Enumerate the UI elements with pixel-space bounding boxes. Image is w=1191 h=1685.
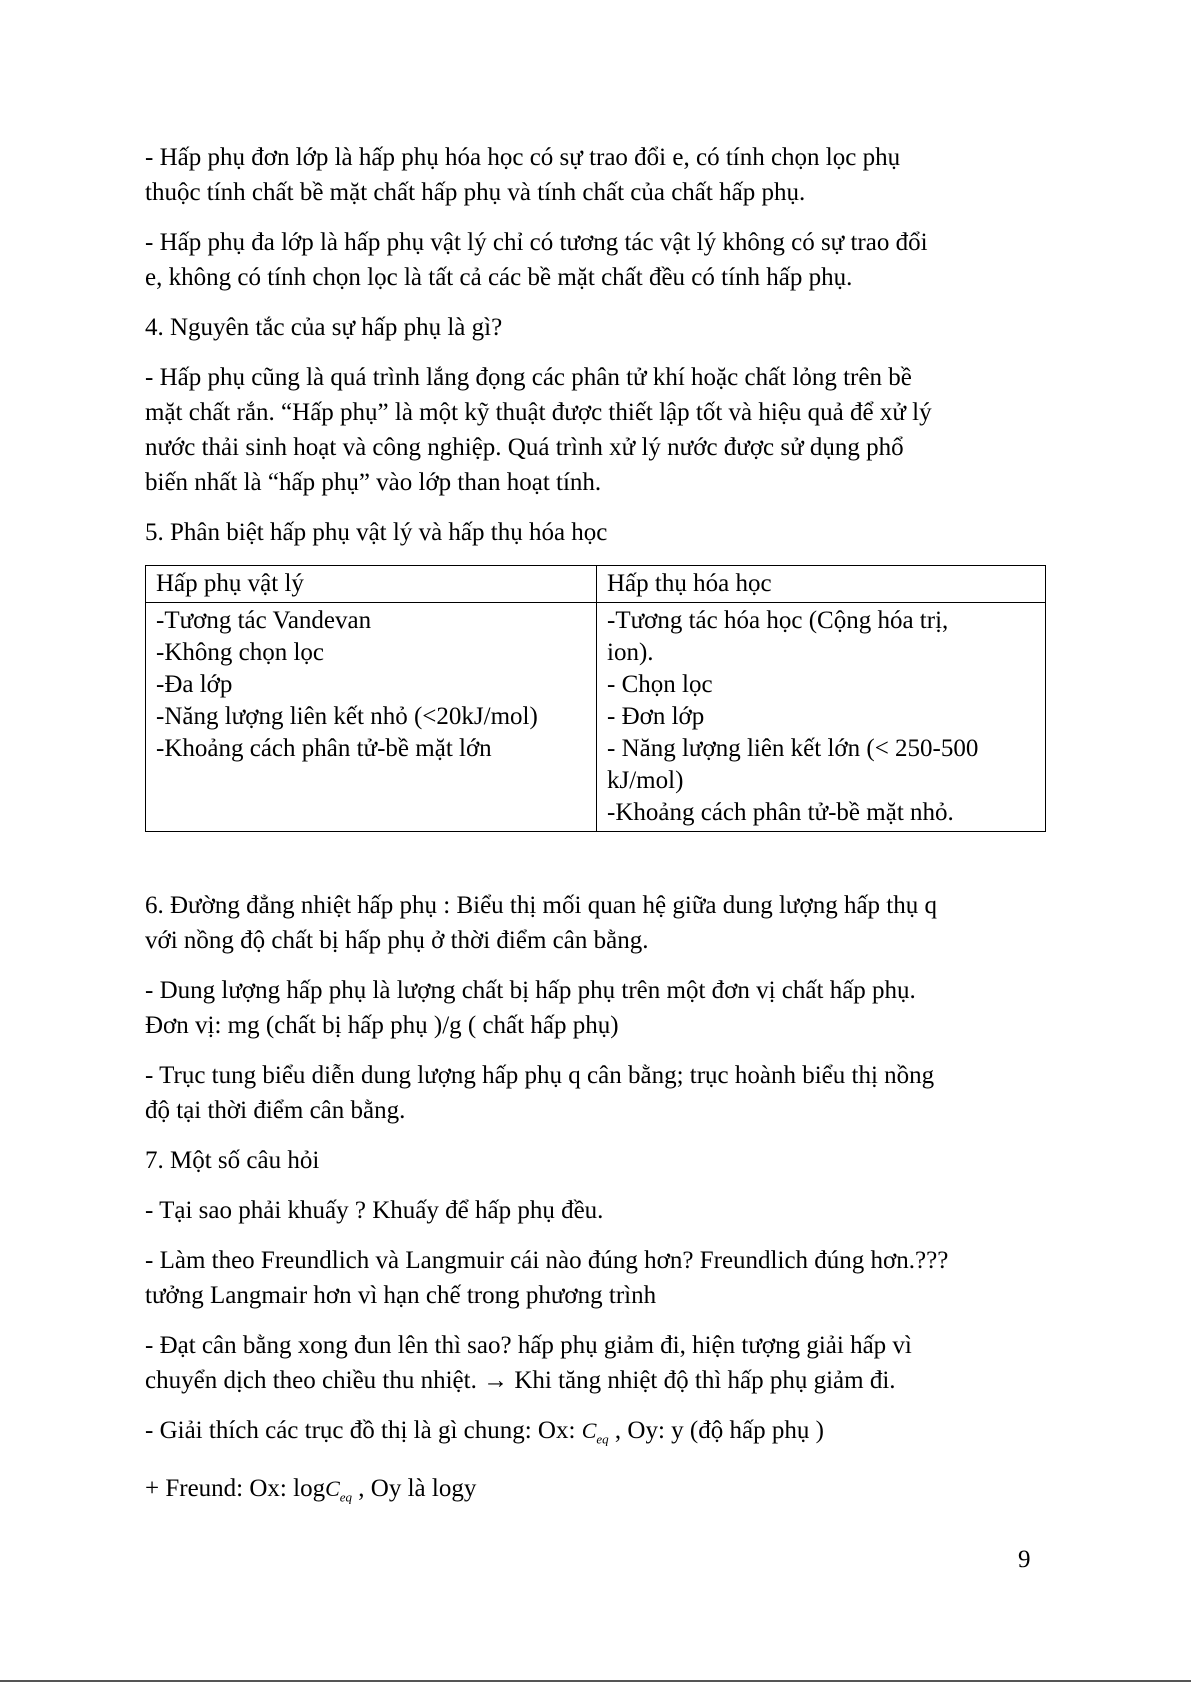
page-number: 9 <box>1018 1546 1031 1573</box>
table-cell-physical: -Tương tác Vandevan -Không chọn lọc -Đa lớp -Năng lượng liên kết nhỏ (<20kJ/mol) -Khoảng cách phân tử-bề mặt lớn <box>146 603 597 832</box>
ceq-symbol: $C_{eq}$ <box>325 1476 353 1505</box>
question-stirring: - Tại sao phải khuấy ? Khuấy để hấp phụ đều. <box>145 1197 604 1224</box>
heading-section-5: 5. Phân biệt hấp phụ vật lý và hấp thụ hóa học <box>145 519 608 546</box>
question-axes-general: - Giải thích các trục đồ thị là gì chung: Ox: $C_{eq}$ , Oy: y (độ hấp phụ ) <box>145 1417 824 1447</box>
ceq-symbol: $C_{eq}$ <box>581 1418 609 1447</box>
page-bottom-divider <box>0 1680 1191 1682</box>
question-freundlich-langmuir: - Làm theo Freundlich và Langmuir cái nào đúng hơn? Freundlich đúng hơn.??? tưởng Langmair hơn vì hạn chế trong phương trình <box>145 1247 949 1309</box>
document-page <box>145 140 1046 1530</box>
question-axes-freundlich: + Freund: Ox: logC$_{eq}$ , Oy là logy <box>145 1475 477 1505</box>
heading-section-4: 4. Nguyên tắc của sự hấp phụ là gì? <box>145 314 503 341</box>
paragraph-adsorption-capacity: - Dung lượng hấp phụ là lượng chất bị hấp phụ trên một đơn vị chất hấp phụ. Đơn vị: mg (chất bị hấp phụ )/g ( chất hấp phụ) <box>145 977 916 1039</box>
table-cell-chemical: -Tương tác hóa học (Cộng hóa trị, ion). - Chọn lọc - Đơn lớp - Năng lượng liên kết lớn (< 250-500 kJ/mol) -Khoảng cách phân tử-bề mặt nhỏ. <box>597 603 1046 832</box>
paragraph-monolayer-adsorption: - Hấp phụ đơn lớp là hấp phụ hóa học có sự trao đổi e, có tính chọn lọc phụ thuộc tính chất bề mặt chất hấp phụ và tính chất của chất hấp phụ. <box>145 144 901 206</box>
heading-section-7: 7. Một số câu hỏi <box>145 1147 320 1174</box>
table-header-row <box>146 566 1046 603</box>
question-heating: - Đạt cân bằng xong đun lên thì sao? hấp phụ giảm đi, hiện tượng giải hấp vì chuyển dịch theo chiều thu nhiệt. → Khi tăng nhiệt độ thì hấp phụ giảm đi. <box>145 1332 912 1394</box>
table-row <box>146 603 1046 832</box>
table-header-physical: Hấp phụ vật lý <box>146 566 597 603</box>
paragraph-adsorption-principle: - Hấp phụ cũng là quá trình lắng đọng các phân tử khí hoặc chất lỏng trên bề mặt chất rắn. “Hấp phụ” là một kỹ thuật được thiết lập tốt và hiệu quả để xử lý nước thải sinh hoạt và công nghiệp. Quá trình xử lý nước được sử dụng phổ biến nhất là “hấp phụ” vào lớp than hoạt tính. <box>145 364 932 496</box>
paragraph-axes-description: - Trục tung biểu diễn dung lượng hấp phụ q cân bằng; trục hoành biểu thị nồng độ tại thời điểm cân bằng. <box>145 1062 935 1124</box>
paragraph-multilayer-adsorption: - Hấp phụ đa lớp là hấp phụ vật lý chỉ có tương tác vật lý không có sự trao đổi e, không có tính chọn lọc là tất cả các bề mặt chất đều có tính hấp phụ. <box>145 229 928 291</box>
table-header-chemical: Hấp thụ hóa học <box>597 566 1046 603</box>
comparison-table <box>145 565 1046 832</box>
paragraph-isotherm-definition: 6. Đường đẳng nhiệt hấp phụ : Biểu thị mối quan hệ giữa dung lượng hấp thụ q với nồng độ chất bị hấp phụ ở thời điểm cân bằng. <box>145 892 937 954</box>
